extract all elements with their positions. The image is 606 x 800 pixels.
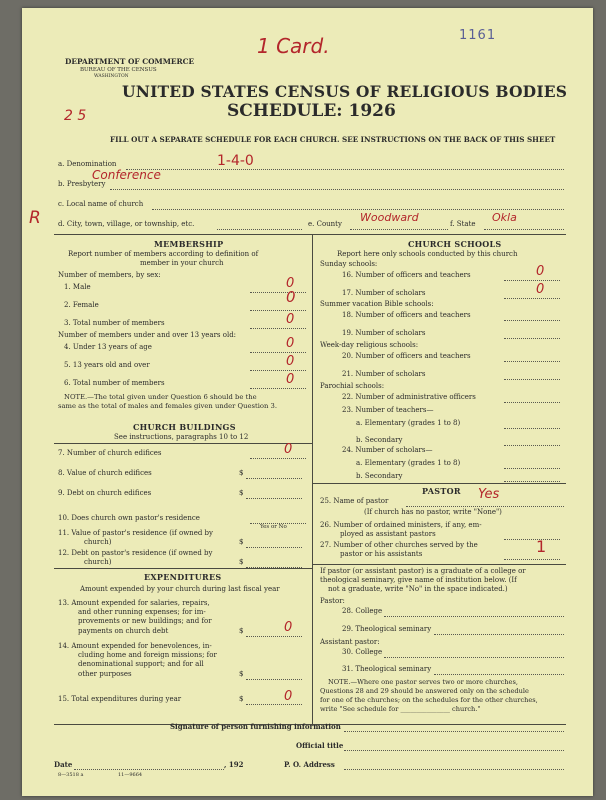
- q21-field[interactable]: [504, 379, 560, 380]
- handwritten-margin-number: 2 5: [64, 108, 87, 124]
- yes-no-hint: Yes or No: [260, 524, 287, 530]
- grad-note3: not a graduate, write "No" in the space indicated.): [328, 585, 508, 593]
- q1-label: 1. Male: [64, 283, 91, 291]
- expenditures-sub: Amount expended by your church during last fiscal year: [80, 585, 280, 593]
- membership-sub2: member in your church: [140, 259, 224, 267]
- q31-label: 31. Theological seminary: [342, 665, 432, 673]
- q19-label: 19. Number of scholars: [342, 329, 426, 337]
- grad-note1: If pastor (or assistant pastor) is a graduate of a college or: [320, 567, 526, 575]
- schools-rule: [312, 483, 566, 484]
- buildings-sub: See instructions, paragraphs 10 to 12: [114, 433, 249, 441]
- top-rule: [54, 234, 566, 235]
- denomination-label: a. Denomination: [58, 160, 117, 168]
- pastor-q-rule: [312, 564, 566, 565]
- q4-value: 0: [286, 336, 295, 351]
- q22-label: 22. Number of administrative officers: [342, 393, 476, 401]
- form-code: 8—3518 a: [58, 772, 84, 778]
- assistant-label: Assistant pastor:: [320, 638, 380, 646]
- q30-label: 30. College: [342, 648, 383, 656]
- grad-note2: theological seminary, give name of institution below. (If: [320, 576, 517, 584]
- q13-label-a: 13. Amount expended for salaries, repairs,: [58, 599, 210, 607]
- q24-label: 24. Number of scholars—: [342, 446, 433, 454]
- buildings-heading: CHURCH BUILDINGS: [133, 422, 236, 432]
- q25-hint: (If church has no pastor, write "None"): [364, 508, 502, 516]
- schools-heading: CHURCH SCHOOLS: [408, 239, 502, 249]
- q11-label-a: 11. Value of pastor's residence (if owned by: [58, 529, 213, 537]
- presbytery-label: b. Presbytery: [58, 180, 106, 188]
- q18-label: 18. Number of officers and teachers: [342, 311, 471, 319]
- q17-field[interactable]: [504, 298, 560, 299]
- q11-dollar: $: [239, 538, 244, 546]
- q14-dollar: $: [239, 670, 244, 678]
- q28-field[interactable]: [384, 616, 564, 617]
- local-name-field[interactable]: [152, 209, 564, 210]
- q7-value: 0: [284, 442, 293, 457]
- q25-label: 25. Name of pastor: [320, 497, 389, 505]
- q27-label-a: 27. Number of other churches served by the: [320, 541, 478, 549]
- q24a-label: a. Elementary (grades 1 to 8): [356, 459, 461, 467]
- q18-field[interactable]: [504, 320, 560, 321]
- q13-label-b: and other running expenses; for im-: [78, 608, 206, 616]
- q6-label: 6. Total number of members: [64, 379, 165, 387]
- q24b-label: b. Secondary: [356, 472, 403, 480]
- q14-field[interactable]: [246, 679, 302, 680]
- q13-value: 0: [284, 620, 293, 635]
- membership-note1: NOTE.—The total given under Question 6 should be the: [64, 393, 257, 401]
- pastor-note4: write "See schedule for _______________ church.": [320, 705, 481, 713]
- stamp-number: 1161: [459, 28, 497, 43]
- q3-value: 0: [286, 312, 295, 327]
- q8-field[interactable]: [246, 478, 302, 479]
- q5-value: 0: [286, 354, 295, 369]
- q3-field[interactable]: [250, 328, 306, 329]
- membership-sub1: Report number of members according to definition of: [68, 250, 259, 258]
- state-field[interactable]: [484, 229, 564, 230]
- local-name-label: c. Local name of church: [58, 200, 144, 208]
- membership-note2: same as the total of males and females given under Question 3.: [58, 402, 277, 410]
- county-field[interactable]: [350, 229, 448, 230]
- q15-dollar: $: [239, 695, 244, 703]
- q20-field[interactable]: [504, 361, 560, 362]
- year-label: , 192: [224, 760, 244, 769]
- state-value: Okla: [492, 211, 517, 224]
- q13-label-d: payments on church debt: [78, 627, 169, 635]
- form-title: UNITED STATES CENSUS OF RELIGIOUS BODIES: [122, 82, 568, 101]
- q1-value: 0: [286, 276, 295, 291]
- q12-field[interactable]: [246, 567, 302, 568]
- date-label: Date: [54, 760, 73, 769]
- state-label: f. State: [450, 220, 476, 228]
- column-divider: [312, 234, 313, 724]
- q3-label: 3. Total number of members: [64, 319, 165, 327]
- q4-field[interactable]: [250, 352, 306, 353]
- schools-sub: Report here only schools conducted by this church: [337, 250, 518, 258]
- q2-value: 0: [286, 288, 296, 306]
- q21-label: 21. Number of scholars: [342, 370, 426, 378]
- q19-field[interactable]: [504, 338, 560, 339]
- q9-dollar: $: [239, 489, 244, 497]
- q29-field[interactable]: [434, 634, 564, 635]
- q8-dollar: $: [239, 469, 244, 477]
- q29-label: 29. Theological seminary: [342, 625, 432, 633]
- weekday-label: Week-day religious schools:: [320, 341, 419, 349]
- q14-label-a: 14. Amount expended for benevolences, in-: [58, 642, 212, 650]
- po-address-label: P. O. Address: [284, 760, 335, 769]
- department-label: DEPARTMENT OF COMMERCE: [65, 57, 195, 66]
- q9-field[interactable]: [246, 498, 302, 499]
- q23b-field[interactable]: [504, 445, 560, 446]
- q11-field[interactable]: [246, 547, 302, 548]
- date-field[interactable]: [74, 769, 224, 770]
- pastor-note3: for one of the churches; on the schedules for the other churches,: [320, 696, 538, 704]
- q16-value: 0: [536, 264, 545, 279]
- schedule-title: SCHEDULE: 1926: [227, 101, 396, 121]
- parochial-label: Parochial schools:: [320, 382, 385, 390]
- q2-field[interactable]: [250, 310, 306, 311]
- q23b-label: b. Secondary: [356, 436, 403, 444]
- bureau-label: BUREAU OF THE CENSUS: [80, 67, 157, 73]
- sunday-label: Sunday schools:: [320, 260, 378, 268]
- q14-label-c: denominational support; and for all: [78, 660, 204, 668]
- q25-field[interactable]: [406, 506, 564, 507]
- q9-label: 9. Debt on church edifices: [58, 489, 152, 497]
- q7-label: 7. Number of church edifices: [58, 449, 162, 457]
- q23a-field[interactable]: [504, 428, 560, 429]
- q5-label: 5. 13 years old and over: [64, 361, 150, 369]
- q17-value: 0: [536, 282, 545, 297]
- q14-label-d: other purposes: [78, 670, 132, 678]
- q13-label-c: provements or new buildings; and for: [78, 617, 212, 625]
- q26-label-a: 26. Number of ordained ministers, if any, em-: [320, 521, 482, 529]
- official-title-label: Official title: [296, 741, 344, 750]
- presbytery-value: Conference: [92, 168, 161, 182]
- q30-field[interactable]: [384, 657, 564, 658]
- q22-field[interactable]: [504, 402, 560, 403]
- summer-label: Summer vacation Bible schools:: [320, 300, 434, 308]
- q7-field[interactable]: [250, 458, 306, 459]
- membership-heading: MEMBERSHIP: [154, 239, 224, 249]
- q15-label: 15. Total expenditures during year: [58, 695, 182, 703]
- buildings-rule: [54, 568, 312, 569]
- q12-label-b: church): [84, 558, 112, 566]
- q16-field[interactable]: [504, 280, 560, 281]
- q25-value: Yes: [478, 487, 500, 502]
- pastor-heading: PASTOR: [422, 486, 461, 496]
- q15-value: 0: [284, 689, 293, 704]
- q13-field[interactable]: [246, 636, 302, 637]
- q12-dollar: $: [239, 558, 244, 566]
- q10-label: 10. Does church own pastor's residence: [58, 514, 200, 522]
- denomination-value: 1-4-0: [217, 153, 254, 169]
- q4-label: 4. Under 13 years of age: [64, 343, 152, 351]
- denomination-field[interactable]: [126, 169, 564, 170]
- q8-label: 8. Value of church edifices: [58, 469, 152, 477]
- q27-label-b: pastor or his assistants: [340, 550, 423, 558]
- q1-field[interactable]: [250, 292, 306, 293]
- po-address-field[interactable]: [344, 769, 564, 770]
- expenditures-heading: EXPENDITURES: [144, 572, 222, 582]
- form-code-2: 11—9664: [118, 772, 143, 778]
- q16-label: 16. Number of officers and teachers: [342, 271, 471, 279]
- pastor-label: Pastor:: [320, 597, 345, 605]
- q12-label-a: 12. Debt on pastor's residence (if owned by: [58, 549, 213, 557]
- handwritten-card-note: 1 Card.: [257, 34, 330, 58]
- city-field[interactable]: [217, 229, 302, 230]
- members-by-sex: Number of members, by sex:: [58, 271, 161, 279]
- q6-field[interactable]: [250, 388, 306, 389]
- pastor-note1: NOTE.—Where one pastor serves two or more churches,: [328, 678, 518, 686]
- q17-label: 17. Number of scholars: [342, 289, 426, 297]
- q20-label: 20. Number of officers and teachers: [342, 352, 471, 360]
- official-title-field[interactable]: [344, 750, 564, 751]
- q6-value: 0: [286, 372, 295, 387]
- q26-field[interactable]: [504, 539, 560, 540]
- q11-label-b: church): [84, 538, 112, 546]
- q2-label: 2. Female: [64, 301, 99, 309]
- instruction-line: FILL OUT A SEPARATE SCHEDULE FOR EACH CHURCH. SEE INSTRUCTIONS ON THE BACK OF THIS SHEET: [110, 135, 556, 144]
- q31-field[interactable]: [434, 674, 564, 675]
- census-form-page: [22, 8, 593, 796]
- membership-rule: [54, 443, 312, 444]
- signature-field[interactable]: [344, 731, 564, 732]
- county-value: Woodward: [360, 211, 419, 224]
- city-label: WASHINGTON: [94, 74, 129, 79]
- pastor-note2: Questions 28 and 29 should be answered only on the schedule: [320, 687, 529, 695]
- q23a-label: a. Elementary (grades 1 to 8): [356, 419, 461, 427]
- q13-dollar: $: [239, 627, 244, 635]
- q27-value: 1: [536, 537, 547, 556]
- q27-field[interactable]: [504, 559, 560, 560]
- q14-label-b: cluding home and foreign missions; for: [78, 651, 217, 659]
- q23-label: 23. Number of teachers—: [342, 406, 434, 414]
- q26-label-b: ployed as assistant pastors: [340, 530, 436, 538]
- q5-field[interactable]: [250, 370, 306, 371]
- county-label: e. County: [308, 220, 342, 228]
- presbytery-field[interactable]: [110, 189, 564, 190]
- city-label-field: d. City, town, village, or township, etc.: [58, 220, 195, 228]
- q28-label: 28. College: [342, 607, 383, 615]
- q15-field[interactable]: [246, 704, 302, 705]
- signature-label: Signature of person furnishing information: [170, 722, 341, 731]
- q24b-field[interactable]: [504, 481, 560, 482]
- age-label: Number of members under and over 13 years old:: [58, 331, 237, 339]
- q24a-field[interactable]: [504, 468, 560, 469]
- handwritten-margin-letter: R: [29, 208, 41, 228]
